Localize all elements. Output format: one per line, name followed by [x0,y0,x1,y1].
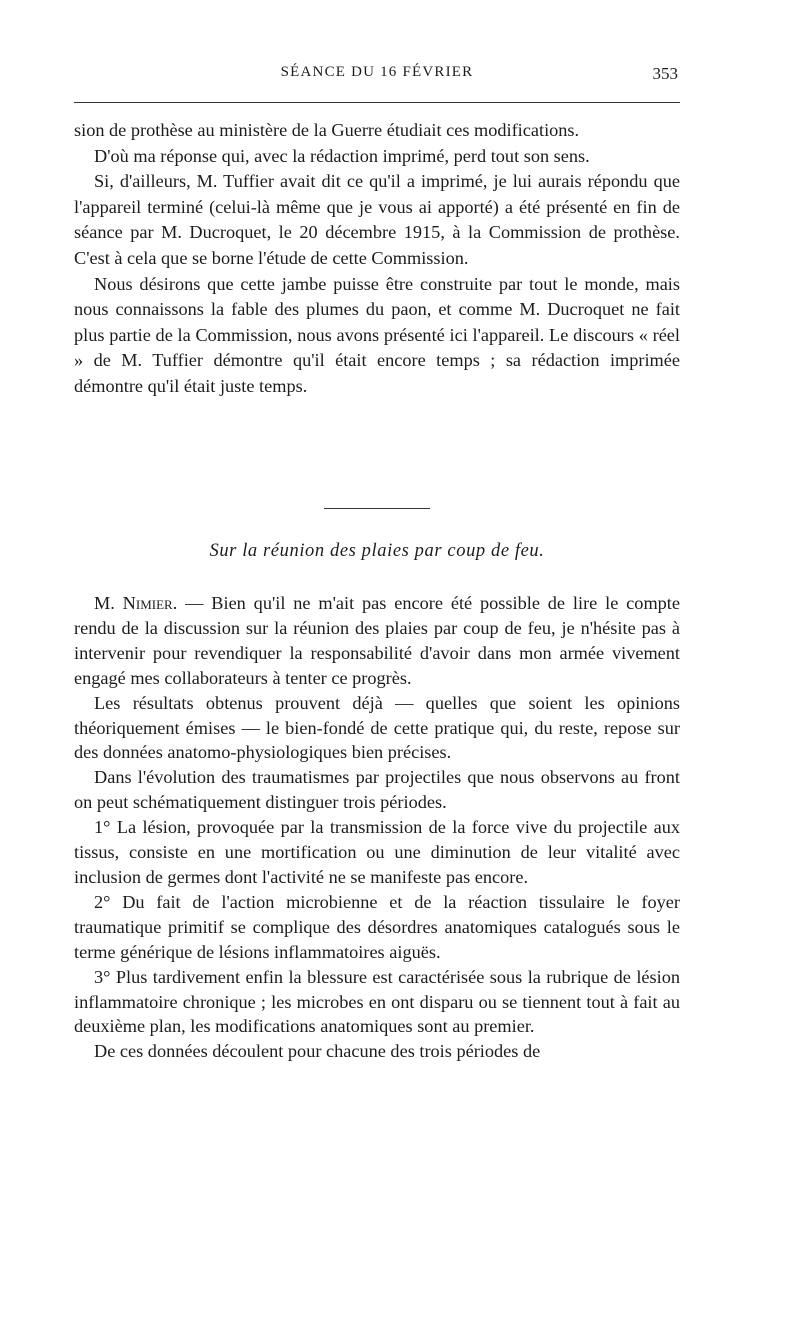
paragraph: Les résultats obtenus prouvent déjà — quelles que soient les opinions théoriquement émises — le bien-fondé de cette pratique qui, du reste, repose sur des données anatomo-physiologiques bien précises. [74,692,680,763]
section-2-text [74,591,680,1064]
paragraph [74,591,680,691]
paragraph: 1° La lésion, provoquée par la transmission de la force vive du projectile aux tissus, consiste en une mortification ou une diminution de leur vitalité avec inclusion de germes dont l'activité ne se manifeste pas encore. [74,817,680,887]
running-head-title: SÉANCE DU 16 FÉVRIER [280,64,474,80]
paragraph: 3° Plus tardivement enfin la blessure est caractérisée sous la rubrique de lésion inflammatoire chronique ; les microbes en ont disparu ou se tiennent tout à fait au deuxième plan, les modifications anatomiques sont au premier. [74,966,680,1037]
paragraph-text: — Bien qu'il ne m'ait pas encore été possible de lire le compte rendu de la discussion sur la réunion des plaies par coup de feu, je n'hésite pas à intervenir pour revendiquer la responsabilité d'avoir dans mon armée vivement engagé mes collaborateurs à tenter ce progrès. [74,593,680,688]
page-number: 353 [652,64,678,83]
paragraph: 2° Du fait de l'action microbienne et de la réaction tissulaire le foyer traumatique primitif se complique des désordres anatomiques catalogués sous le terme générique de lésions inflammatoires aiguës. [74,891,680,962]
paragraph: sion de prothèse au ministère de la Guerre étudiait ces modifications. [74,120,580,140]
paragraph: Dans l'évolution des traumatismes par projectiles que nous observons au front on peut schématiquement distinguer trois périodes. [74,767,680,813]
running-head [74,64,680,90]
paragraph: Si, d'ailleurs, M. Tuffier avait dit ce qu'il a imprimé, je lui aurais répondu que l'appareil terminé (celui-là même que je vous ai apporté) a été présenté en fin de séance par M. Ducroquet, le 20 décembre 1915, à la Commission de prothèse. C'est à cela que se borne l'étude de cette Commission. [74,171,680,268]
paragraph: Nous désirons que cette jambe puisse être construite par tout le monde, mais nous connaissons la fable des plumes du paon, et comme M. Ducroquet ne fait plus partie de la Commission, nous avons présenté ici l'appareil. Le discours « réel » de M. Tuffier démontre qu'il était encore temps ; sa rédaction imprimée démontre qu'il était juste temps. [74,273,680,396]
book-page [74,0,680,1324]
speaker-name: M. Nimier. [94,593,178,613]
section-1-text [74,118,680,400]
paragraph: D'où ma réponse qui, avec la rédaction imprimé, perd tout son sens. [94,145,590,166]
paragraph: De ces données découlent pour chacune des trois périodes de [94,1041,541,1062]
header-rule [74,102,680,103]
section-divider [324,508,430,509]
section-title: Sur la réunion des plaies par coup de feu. [209,541,545,561]
